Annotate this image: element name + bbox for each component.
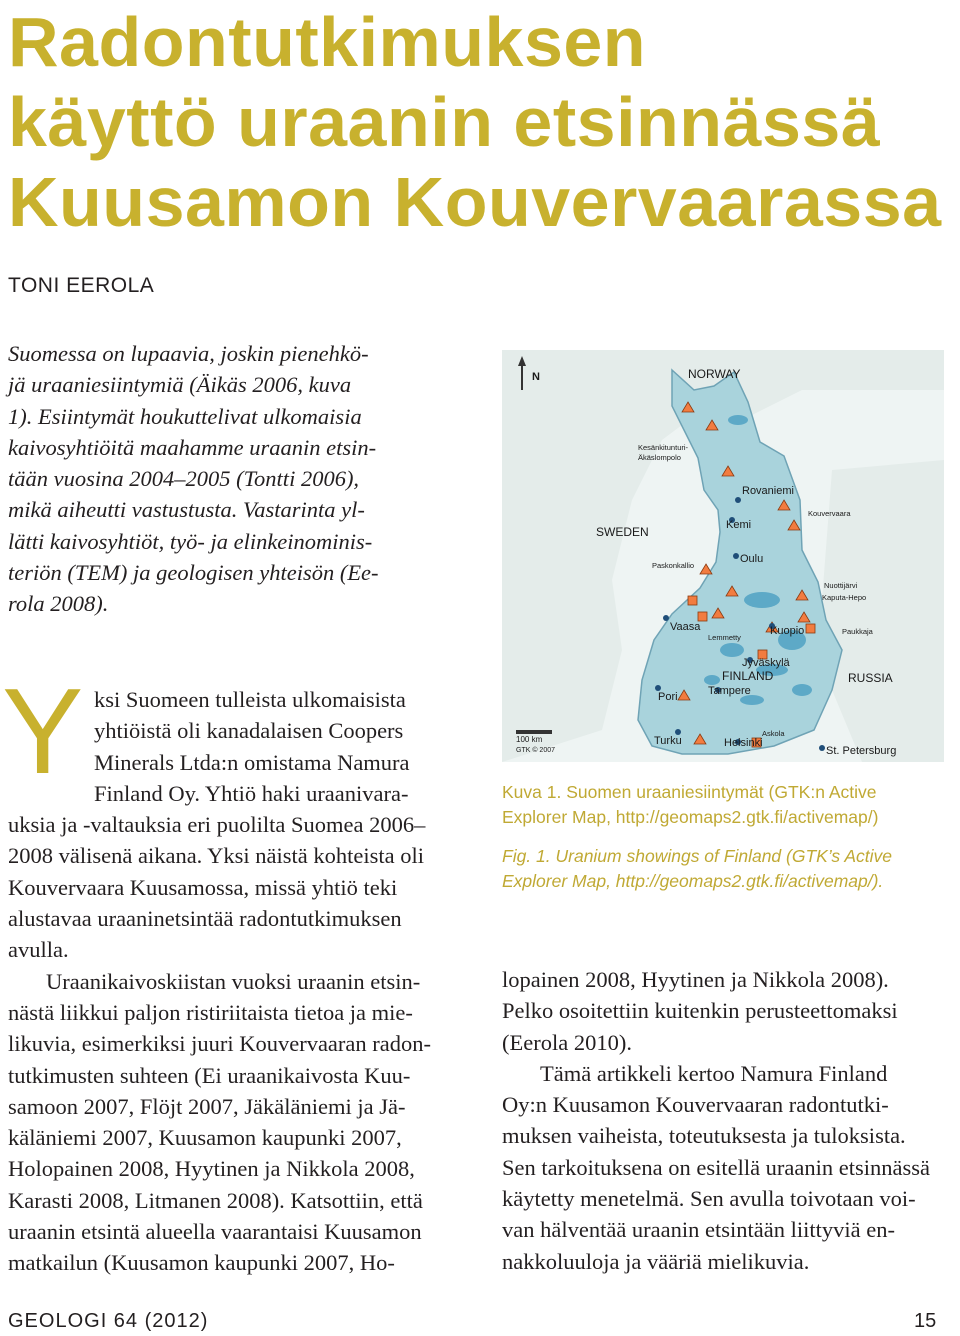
place-label: Jyväskylä [742, 657, 790, 669]
figure-caption-en [502, 844, 892, 894]
body-column-left [8, 684, 453, 1279]
figure-caption-fi [502, 780, 878, 830]
body-line: van hälventää uraanin etsintään liittyviä en- [502, 1217, 895, 1243]
body-line: Oy:n Kuusamon Kouvervaaran radontutki- [502, 1092, 889, 1118]
north-label: N [532, 371, 540, 383]
place-label: Rovaniemi [742, 485, 794, 497]
lead-paragraph [8, 338, 453, 620]
place-label: Turku [654, 735, 682, 747]
uranium-map-figure [502, 350, 944, 762]
body-line: Sen tarkoituksena on esitellä uraanin etsinnässä [502, 1154, 931, 1180]
body-line: samoon 2007, Flöjt 2007, Jäkäläniemi ja Jä- [8, 1093, 406, 1119]
uranium-marker [806, 624, 815, 633]
body-line: avulla. [8, 937, 69, 963]
place-label: Äkäslompolo [638, 453, 681, 462]
body-line: Pelko osoitettiin kuitenkin perusteettomaksi [502, 998, 898, 1024]
title-line: käyttö uraanin etsinnässä [8, 83, 881, 161]
place-label: Kesänkitunturi- [638, 443, 689, 452]
lead-line: mikä aiheutti vastustusta. Vastarinta yl- [8, 497, 365, 523]
page-number: 15 [914, 1310, 937, 1332]
uranium-marker [688, 596, 697, 605]
place-label: Paukkaja [842, 627, 873, 636]
scale-label: 100 km [516, 735, 543, 744]
place-label: Kaputa-Hepo [822, 593, 867, 602]
body-line: uksia ja -valtauksia eri puolilta Suomea 2006– [8, 812, 426, 838]
article-title [8, 2, 942, 242]
country-label: RUSSIA [848, 671, 893, 685]
title-line: Radontutkimuksen [8, 3, 647, 81]
body-line: käytetty menetelmä. Sen avulla toivotaan voi- [502, 1186, 916, 1212]
place-label: Kouvervaara [808, 509, 851, 518]
body-line: Tämä artikkeli kertoo Namura Finland [540, 1060, 888, 1086]
caption-line: Fig. 1. Uranium showings of Finland (GTK’s Active [502, 846, 893, 866]
lead-line: Suomessa on lupaavia, joskin pienehkö- [8, 341, 369, 366]
country-label: SWEDEN [596, 525, 649, 539]
place-label: Lemmetty [708, 633, 741, 642]
place-label: Oulu [740, 553, 764, 565]
body-line: 2008 välisenä aikana. Yksi näistä kohteista oli [8, 843, 424, 869]
place-label: Helsinki [724, 737, 763, 749]
caption-line: Kuva 1. Suomen uraaniesiintymät (GTK:n Active [502, 782, 877, 802]
lead-line: teriön (TEM) ja geologisen yhteisön (Ee- [8, 560, 379, 586]
scale-bar [516, 730, 552, 734]
title-line: Kuusamon Kouvervaarassa [8, 163, 942, 241]
uranium-marker [698, 612, 707, 621]
lead-line: lätti kaivosyhtiöt, työ- ja elinkeinominis- [8, 528, 373, 554]
body-line: lopainen 2008, Hyytinen ja Nikkola 2008). [502, 967, 889, 992]
body-line: muksen vaiheista, toteutuksesta ja tuloksista. [502, 1123, 906, 1149]
lead-line: jä uraaniesiintymiä (Äikäs 2006, kuva [8, 372, 352, 398]
body-line: nakkoluuloja ja vääriä mielikuvia. [502, 1248, 810, 1274]
place-label: Kemi [726, 519, 752, 531]
drop-cap: Y [2, 663, 84, 799]
place-label: Paskonkallio [652, 561, 695, 570]
body-line: matkailun (Kuusamon kaupunki 2007, Ho- [8, 1250, 395, 1276]
finland-map [502, 350, 944, 762]
caption-line: Explorer Map, http://geomaps2.gtk.fi/activemap/). [502, 871, 884, 891]
country-label: NORWAY [688, 367, 741, 381]
body-line: Uraanikaivoskiistan vuoksi uraanin etsin- [46, 968, 421, 994]
place-label: Nuottijärvi [824, 581, 858, 590]
body-line: likuvia, esimerkiksi juuri Kouvervaaran radon- [8, 1031, 431, 1057]
body-line: alustavaa uraaninetsintää radontutkimuksen [8, 906, 402, 932]
body-line: yhtiöistä oli kanadalaisen Coopers [94, 718, 404, 744]
journal-footer: GEOLOGI 64 (2012) [8, 1310, 209, 1332]
lead-line: tään vuosina 2004–2005 (Tontti 2006), [8, 466, 360, 492]
body-line: tutkimusten suhteen (Ei uraanikaivosta Kuu- [8, 1062, 411, 1088]
map-copyright: GTK © 2007 [516, 747, 556, 754]
body-line: käläniemi 2007, Kuusamon kaupunki 2007, [8, 1125, 402, 1151]
body-line: uraanin etsintä alueella vaarantaisi Kuusamon [8, 1219, 422, 1245]
place-label: Tampere [708, 685, 751, 697]
lead-line: rola 2008). [8, 591, 109, 617]
place-label: Kuopio [770, 625, 805, 637]
body-line: Karasti 2008, Litmanen 2008). Katsottiin, että [8, 1187, 423, 1213]
body-column-right [502, 964, 952, 1277]
body-line: nästä liikkui paljon ristiriitaista tietoa ja mie- [8, 999, 413, 1025]
lead-line: kaivosyhtiöitä maahamme uraanin etsin- [8, 434, 377, 460]
place-label: Askola [762, 729, 785, 738]
caption-line: Explorer Map, http://geomaps2.gtk.fi/activemap/) [502, 807, 879, 827]
country-label: FINLAND [722, 669, 774, 683]
body-line: Kouvervaara Kuusamossa, missä yhtiö teki [8, 874, 398, 900]
place-label: St. Petersburg [826, 745, 897, 757]
lead-line: 1). Esiintymät houkuttelivat ulkomaisia [8, 403, 362, 429]
author-name: TONI EEROLA [8, 274, 155, 297]
body-line: Finland Oy. Yhtiö haki uraanivara- [94, 780, 409, 806]
body-line: Holopainen 2008, Hyytinen ja Nikkola 2008, [8, 1156, 415, 1182]
place-label: Pori [658, 691, 678, 703]
place-label: Vaasa [670, 621, 701, 633]
body-line: ksi Suomeen tulleista ulkomaisista [94, 687, 406, 712]
body-line: (Eerola 2010). [502, 1029, 632, 1055]
body-line: Minerals Ltda:n omistama Namura [94, 749, 410, 775]
